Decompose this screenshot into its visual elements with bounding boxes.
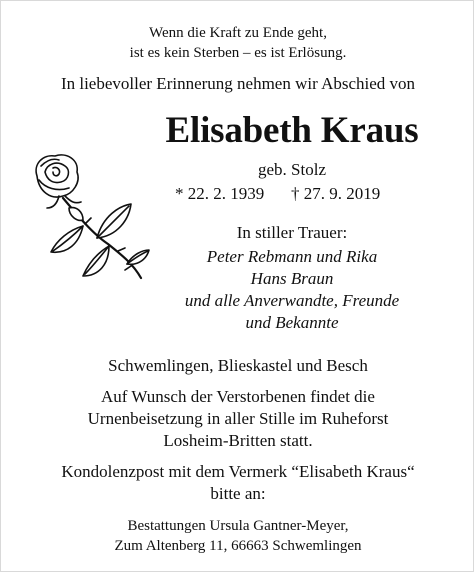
funeral-home-line-2: Zum Altenberg 11, 66663 Schwemlingen (114, 538, 362, 554)
condolence-note (1, 461, 474, 505)
funeral-home-line-1: Bestattungen Ursula Gantner-Meyer, (127, 518, 349, 534)
mourners-list (109, 246, 474, 334)
motto-line-2: ist es kein Sterben – es ist Erlösung. (129, 45, 347, 61)
intro-text: In liebevoller Erinnerung nehmen wir Abschied von (60, 74, 416, 93)
wish-line: Urnenbeisetzung in aller Stille im Ruheforst (87, 409, 389, 428)
death-date: † 27. 9. 2019 (291, 184, 381, 203)
condolence-line-1: Kondolenzpost mit dem Vermerk “Elisabeth Kraus“ (61, 462, 415, 481)
places-text: Schwemlingen, Blieskastel und Besch (108, 356, 368, 375)
motto-line-1: Wenn die Kraft zu Ende geht, (149, 25, 327, 41)
mourner-line: und Bekannte (245, 313, 339, 332)
condolence-line-2: bitte an: (210, 484, 266, 503)
mourner-line: und alle Anverwandte, Freunde (184, 291, 400, 310)
mourner-line: Peter Rebmann und Rika (206, 247, 378, 266)
motto (1, 23, 474, 63)
maiden-name: geb. Stolz (258, 160, 326, 179)
wish-line: Auf Wunsch der Verstorbenen findet die (101, 387, 375, 406)
deceased-name: Elisabeth Kraus (165, 110, 419, 151)
mourner-line: Hans Braun (250, 269, 334, 288)
funeral-home-address (1, 516, 474, 556)
birth-date: * 22. 2. 1939 (175, 184, 265, 203)
mourning-title: In stiller Trauer: (236, 223, 348, 242)
wish-line: Losheim-Britten statt. (163, 431, 313, 450)
funeral-wish (1, 386, 474, 452)
